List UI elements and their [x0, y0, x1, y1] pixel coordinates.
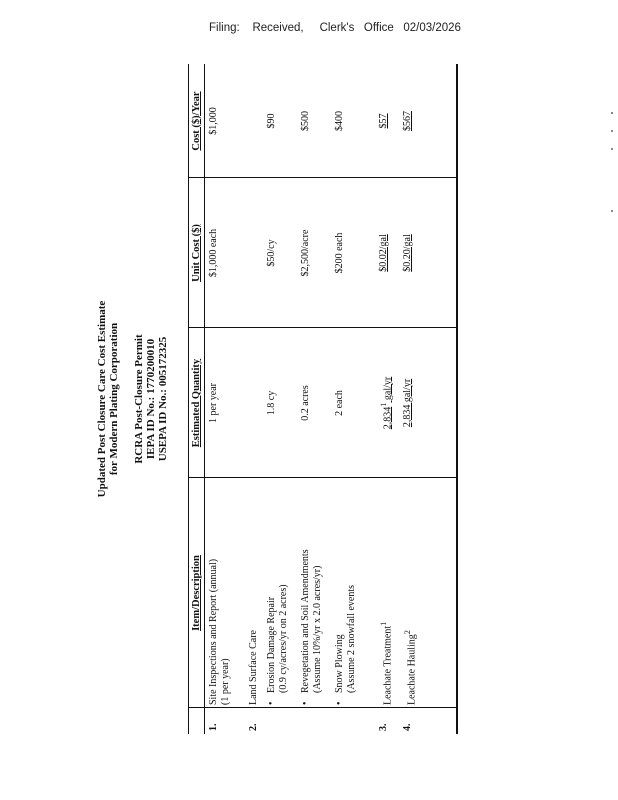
cost-table: [188, 64, 423, 734]
table-row: [205, 64, 245, 734]
row-qty: 1 per year: [208, 383, 219, 423]
col-divider: [188, 477, 457, 478]
row-unit: $200 each: [333, 232, 345, 274]
table-top-rule: [188, 64, 189, 734]
table-header-row: [188, 64, 205, 734]
table-row: [375, 64, 399, 734]
row-cost: $57: [377, 113, 389, 129]
col-qty: Estimated Quantity: [188, 328, 205, 478]
table-bottom-rule: [456, 64, 458, 734]
row-qty: 2 each: [333, 390, 345, 416]
row-cost: $90: [265, 113, 277, 129]
edge-marks: [610, 100, 618, 400]
row-cost: $1,000: [208, 107, 219, 135]
col-divider: [188, 177, 457, 178]
row-description: Leachate Treatment$^1$: [378, 621, 393, 705]
row-number: 1.: [208, 723, 219, 731]
col-item: Item/Description: [188, 478, 205, 708]
col-divider: [188, 327, 457, 328]
row-unit: $0.20/gal: [401, 234, 413, 272]
filing-header: Filing: Received, Clerk's Office 02/03/2026: [209, 22, 461, 34]
permit-line-3: USEPA ID No.: 005172325: [157, 336, 169, 462]
permit-line-1: RCRA Post-Closure Permit: [133, 334, 145, 464]
row-qty: 2,834$^1$ gal/yr: [378, 376, 393, 430]
row-cost: $500: [299, 111, 311, 131]
table-row: [245, 64, 263, 734]
row-description: Site Inspections and Report (annual) (1 per year): [208, 558, 231, 705]
table-row: [263, 64, 297, 734]
col-divider: [188, 707, 457, 708]
row-unit: $50/cy: [265, 239, 277, 267]
row-number: 4.: [401, 723, 413, 731]
doc-title-line-1: Updated Post Closure Care Cost Estimate: [96, 300, 108, 498]
table-row: [297, 64, 331, 734]
row-number: 2.: [247, 723, 259, 731]
row-number: 3.: [377, 723, 389, 731]
row-description: •Erosion Damage Repair (0.9 cy/acres/yr on 2 acres): [265, 584, 289, 705]
col-unit: Unit Cost ($): [188, 178, 205, 328]
row-unit: $0.02/gal: [377, 234, 389, 272]
table-row: [399, 64, 423, 734]
row-description: •Snow Plowing (Assume 2 snowfall events: [333, 584, 357, 705]
row-unit: $1,000 each: [208, 228, 219, 278]
table-row: [331, 64, 375, 734]
row-qty: 1.8 cy: [265, 390, 277, 416]
col-cost: Cost ($)/Year: [188, 64, 205, 178]
row-cost: $567: [401, 111, 413, 131]
row-qty: 0.2 acres: [299, 385, 311, 421]
doc-title-line-2: for Modern Plating Corporation: [108, 322, 120, 476]
rotated-page: [96, 64, 458, 734]
row-description: •Revegetation and Soil Amendments (Assume 10%/yr x 2.0 acres/yr): [299, 549, 323, 705]
row-description: Land Surface Care: [247, 630, 259, 705]
row-cost: $400: [333, 111, 345, 131]
row-qty: 2,834 gal/yr: [401, 378, 413, 428]
row-description: Leachate Hauling$^2$: [402, 630, 417, 705]
row-unit: $2,500/acre: [299, 229, 311, 277]
permit-line-2: IEPA ID No.: 1770200010: [145, 338, 157, 460]
